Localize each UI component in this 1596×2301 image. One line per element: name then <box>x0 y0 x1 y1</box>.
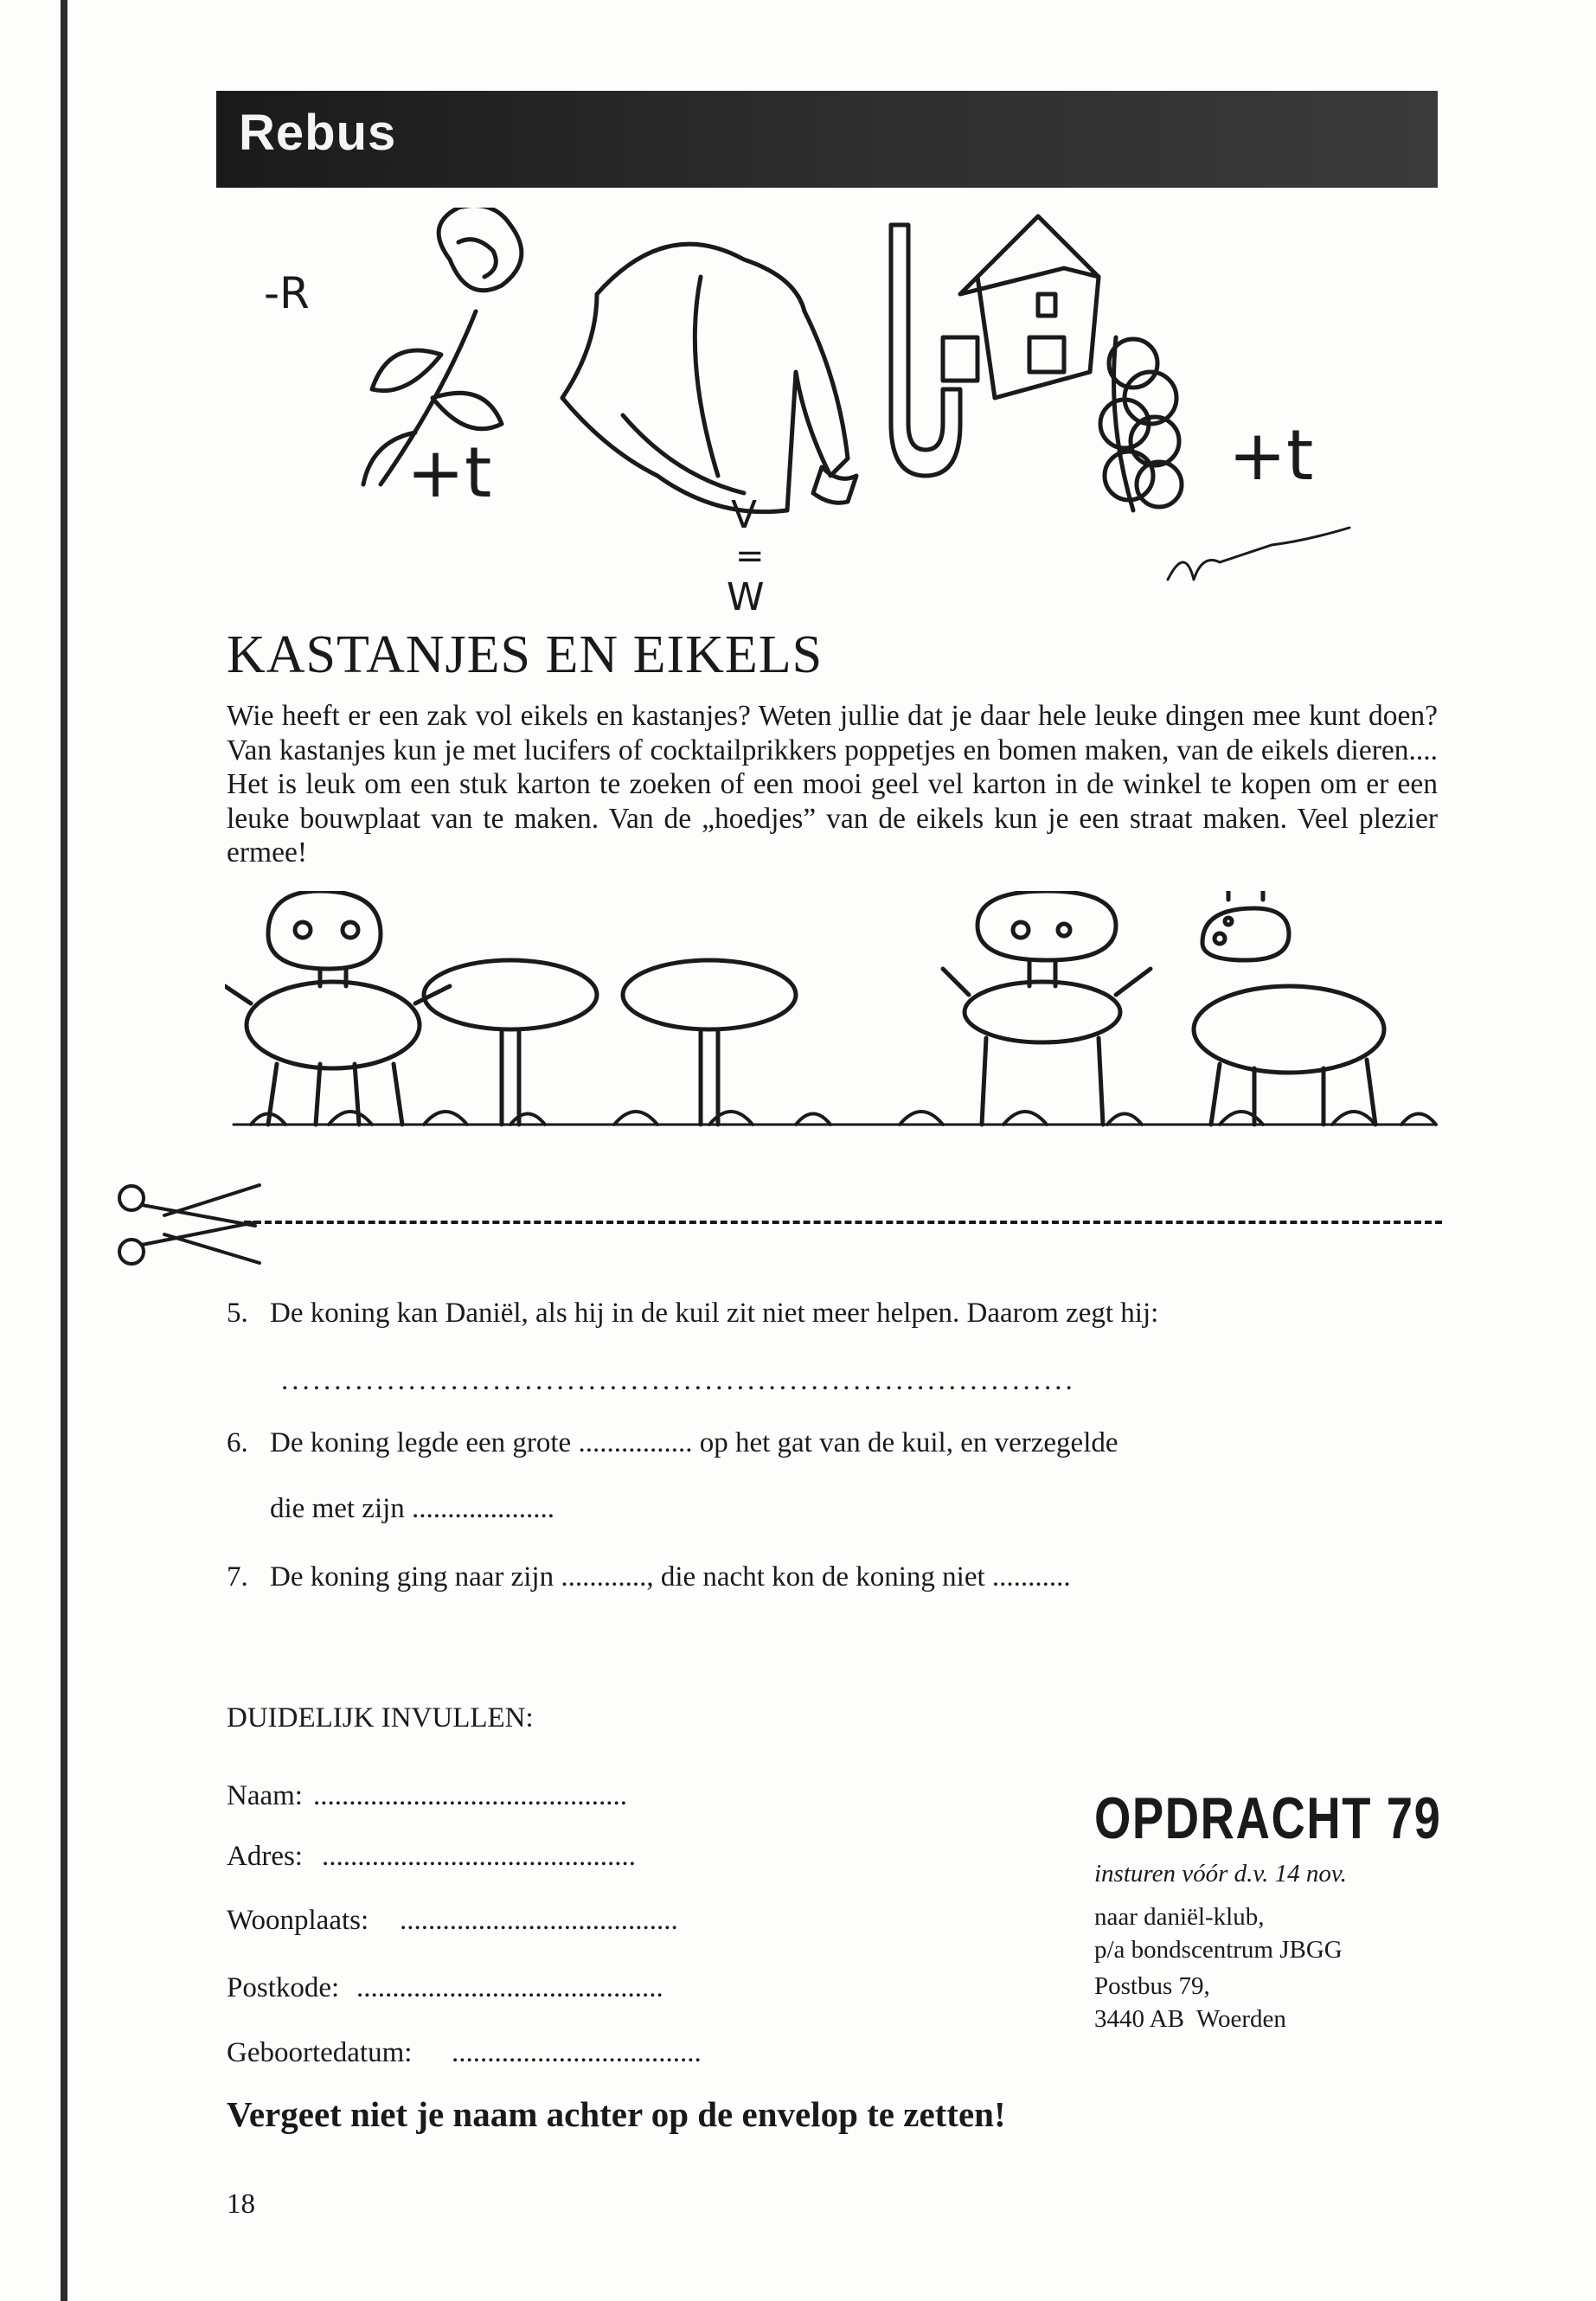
cut-line <box>244 1221 1442 1224</box>
question-6-text: De koning legde een grote ................ op het gat van de kuil, en verzegelde <box>270 1427 1118 1458</box>
grapes-drawing <box>1100 337 1182 510</box>
form-heading: DUIDELIJK INVULLEN: <box>227 1702 534 1734</box>
rebus-minus-r: -R <box>264 268 310 318</box>
rebus-v: V <box>731 493 758 537</box>
address-line-3: Postbus 79, <box>1094 1972 1210 2000</box>
question-6-continuation: die met zijn .................... <box>270 1493 555 1524</box>
j-house-drawing <box>891 216 1099 476</box>
field-birthdate-input[interactable]: ................................... <box>452 2037 702 2068</box>
field-postcode-label: Postkode: <box>227 1972 340 2003</box>
rebus-plus-t-2: +t <box>1228 415 1314 496</box>
field-name-input[interactable]: ............................................ <box>313 1780 627 1811</box>
signature <box>1168 528 1349 580</box>
field-city-label: Woonplaats: <box>227 1905 369 1936</box>
field-city-input[interactable]: ....................................... <box>400 1905 678 1936</box>
assignment-deadline: insturen vóór d.v. 14 nov. <box>1094 1860 1347 1888</box>
header-bar <box>216 91 1438 188</box>
rebus-equals: = <box>735 536 765 576</box>
sweater-drawing <box>562 244 856 512</box>
field-birthdate-label: Geboortedatum: <box>227 2037 413 2068</box>
question-5-number: 5. <box>227 1298 248 1329</box>
field-postcode-input[interactable]: ........................................... <box>356 1972 663 2003</box>
address-line-2: p/a bondscentrum JBGG <box>1094 1936 1343 1964</box>
field-name-label: Naam: <box>227 1780 303 1811</box>
address-line-4: 3440 AB Woerden <box>1094 2005 1286 2033</box>
question-6-number: 6. <box>227 1427 248 1458</box>
field-address-label: Adres: <box>227 1841 303 1872</box>
header-title: Rebus <box>239 105 397 161</box>
question-7-text: De koning ging naar zijn ............, die nacht kon de koning niet ........... <box>270 1561 1071 1593</box>
rebus-w: W <box>727 575 765 619</box>
assignment-title: OPDRACHT 79 <box>1094 1785 1442 1851</box>
reminder-text: Vergeet niet je naam achter op de envelop te zetten! <box>227 2094 1006 2134</box>
answer-line[interactable]: ........................................................................... <box>281 1365 1076 1396</box>
page-edge-shadow <box>61 0 67 2301</box>
question-7-number: 7. <box>227 1561 248 1593</box>
chestnut-figures-illustration <box>225 891 1453 1133</box>
article-body: Wie heeft er een zak vol eikels en kastanjes? Weten jullie dat je daar hele leuke dingen mee kunt doen? Van kastanjes kun je met lucifers of cocktailprikkers poppetjes en bomen maken, van de eikels dieren.... Het is leuk om een stuk karton te zoeken of een mooi geel vel karton in de winkel te kopen om er een leuke bouwplaat van te maken. Van de „hoedjes” van de eikels kun je een straat maken. Veel plezier ermee! <box>227 700 1438 868</box>
section-title: KASTANJES EN EIKELS <box>227 625 824 684</box>
field-address-input[interactable]: ............................................ <box>322 1841 636 1872</box>
scissors-icon <box>112 1181 268 1267</box>
address-line-1: naar daniël-klub, <box>1094 1903 1265 1931</box>
rebus-plus-t-1: +t <box>407 433 492 513</box>
page-number: 18 <box>227 2189 255 2220</box>
question-5-text: De koning kan Daniël, als hij in de kuil zit niet meer helpen. Daarom zegt hij: <box>270 1298 1159 1329</box>
